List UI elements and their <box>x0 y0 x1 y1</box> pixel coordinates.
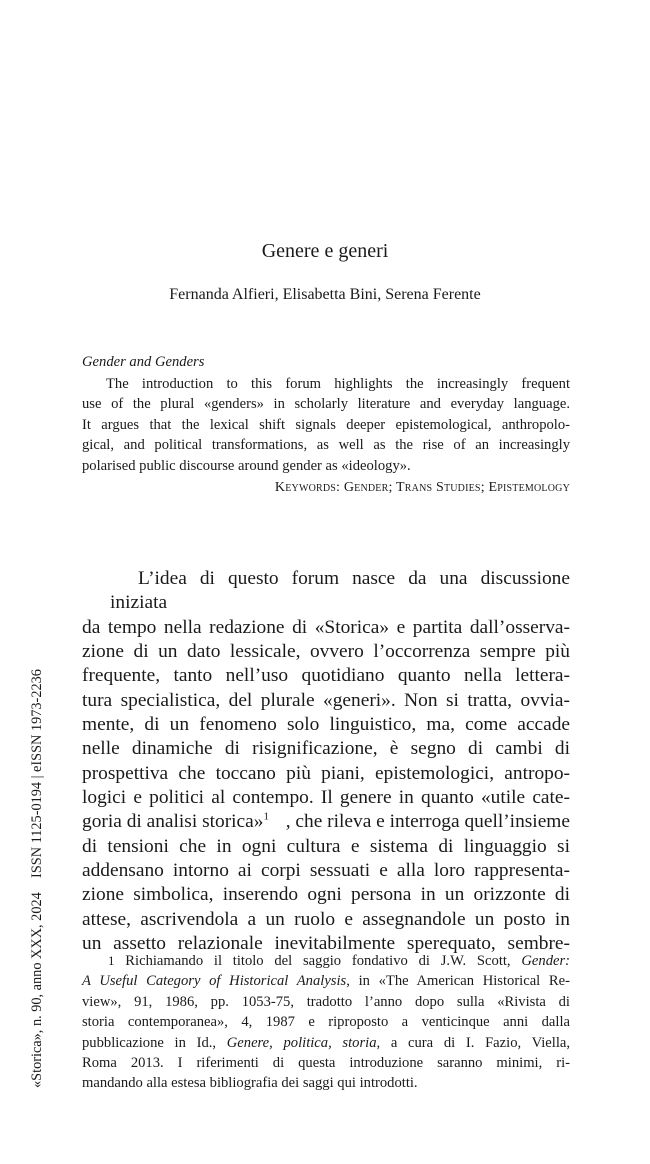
footnote-line: mandando alla estesa bibliografia dei saggi qui introdotti. <box>82 1075 418 1092</box>
body-line-with-footnote <box>82 810 570 834</box>
footnote-reference[interactable]: 1 <box>263 810 269 823</box>
body-line: logici e politici al contempo. Il genere in quanto «utile cate- <box>82 787 570 809</box>
abstract-line: polarised public discourse around gender as «ideology». <box>82 457 411 474</box>
journal-side-caption <box>28 669 46 1088</box>
footnote <box>82 951 570 1094</box>
footnote-text: Richiamando il titolo del saggio fondativo di J.W. Scott, <box>125 953 522 969</box>
body-line: addensano intorno ai corpi sessuati e alla loro rappresenta- <box>82 860 570 882</box>
body-line-fragment <box>82 810 269 834</box>
body-line: L’idea di questo forum nasce da una discussione iniziata <box>110 568 570 614</box>
abstract-line: It argues that the lexical shift signals deeper epistemological, anthropolo- <box>82 416 570 433</box>
abstract-block <box>82 352 570 499</box>
footnote-text: , a cura di I. Fazio, Viella, <box>376 1034 570 1051</box>
body-text <box>82 567 570 957</box>
body-fragment: goria di analisi storica» <box>82 811 264 833</box>
body-line: da tempo nella redazione di «Storica» e partita dall’osserva- <box>82 616 570 638</box>
body-line: mente, di un fenomeno solo linguistico, ma, come accade <box>82 714 570 736</box>
article-title: Genere e generi <box>261 240 389 262</box>
body-line: nelle dinamiche di risignificazione, è segno di cambi di <box>82 738 570 760</box>
footnote-number: 1 <box>108 953 115 968</box>
footnote-italic: A Useful Category of Historical Analysis <box>82 973 347 990</box>
footnote-line: view», 91, 1986, pp. 1053-75, tradotto l’anno dopo sulla «Rivista di <box>82 993 570 1010</box>
body-line: attese, ascrivendola a un ruolo e assegnandole un posto in <box>82 908 570 930</box>
body-line: di tensioni che in ogni cultura e sistema di linguaggio si <box>82 835 570 857</box>
footnote-italic: Genere, politica, storia <box>226 1034 377 1051</box>
footnote-line <box>82 971 570 991</box>
side-caption-text: «Storica», n. 90, anno XXX, 2024 ISSN 1125-0194 | eISSN 1973-2236 <box>29 669 45 1088</box>
body-fragment: , che rileva e interroga quell’insieme <box>285 811 570 833</box>
footnote-text: , in «The American Historical Re- <box>346 973 570 990</box>
body-line: un assetto relazionale inevitabilmente sperequato, sembre- <box>82 933 570 955</box>
footnote-line <box>82 1033 570 1053</box>
footnote-line: storia contemporanea», 4, 1987 e riproposto a venticinque anni dalla <box>82 1014 570 1031</box>
body-line: frequente, tanto nell’uso quotidiano quanto nella lettera- <box>82 665 570 687</box>
abstract-line: The introduction to this forum highlights the increasingly frequent <box>106 375 570 392</box>
abstract-text <box>82 374 570 477</box>
body-line: zione di un dato lessicale, ovvero l’occorrenza sempre più <box>82 641 570 663</box>
article-authors: Fernanda Alfieri, Elisabetta Bini, Serena Ferente <box>169 286 481 303</box>
abstract-line: gical, and political transformations, as well as the rise of an increasingly <box>82 437 570 453</box>
abstract-keywords: Keywords: Gender; Trans Studies; Epistemology <box>274 480 570 495</box>
footnote-line: Roma 2013. I riferimenti di questa introduzione saranno minimi, ri- <box>82 1055 570 1072</box>
body-line: tura specialistica, del plurale «generi». Non si tratta, ovvia- <box>82 689 570 711</box>
abstract-title: Gender and Genders <box>82 354 205 370</box>
body-line: zione simbolica, inserendo ogni persona in un orizzonte di <box>82 884 570 906</box>
footnote-line <box>82 951 570 971</box>
footnote-text: pubblicazione in Id., <box>82 1034 227 1051</box>
abstract-line: use of the plural «genders» in scholarly literature and everyday language. <box>82 396 570 412</box>
body-line: prospettiva che toccano più piani, epistemologici, antropo- <box>82 762 570 784</box>
footnote-italic: Gender: <box>521 953 571 969</box>
